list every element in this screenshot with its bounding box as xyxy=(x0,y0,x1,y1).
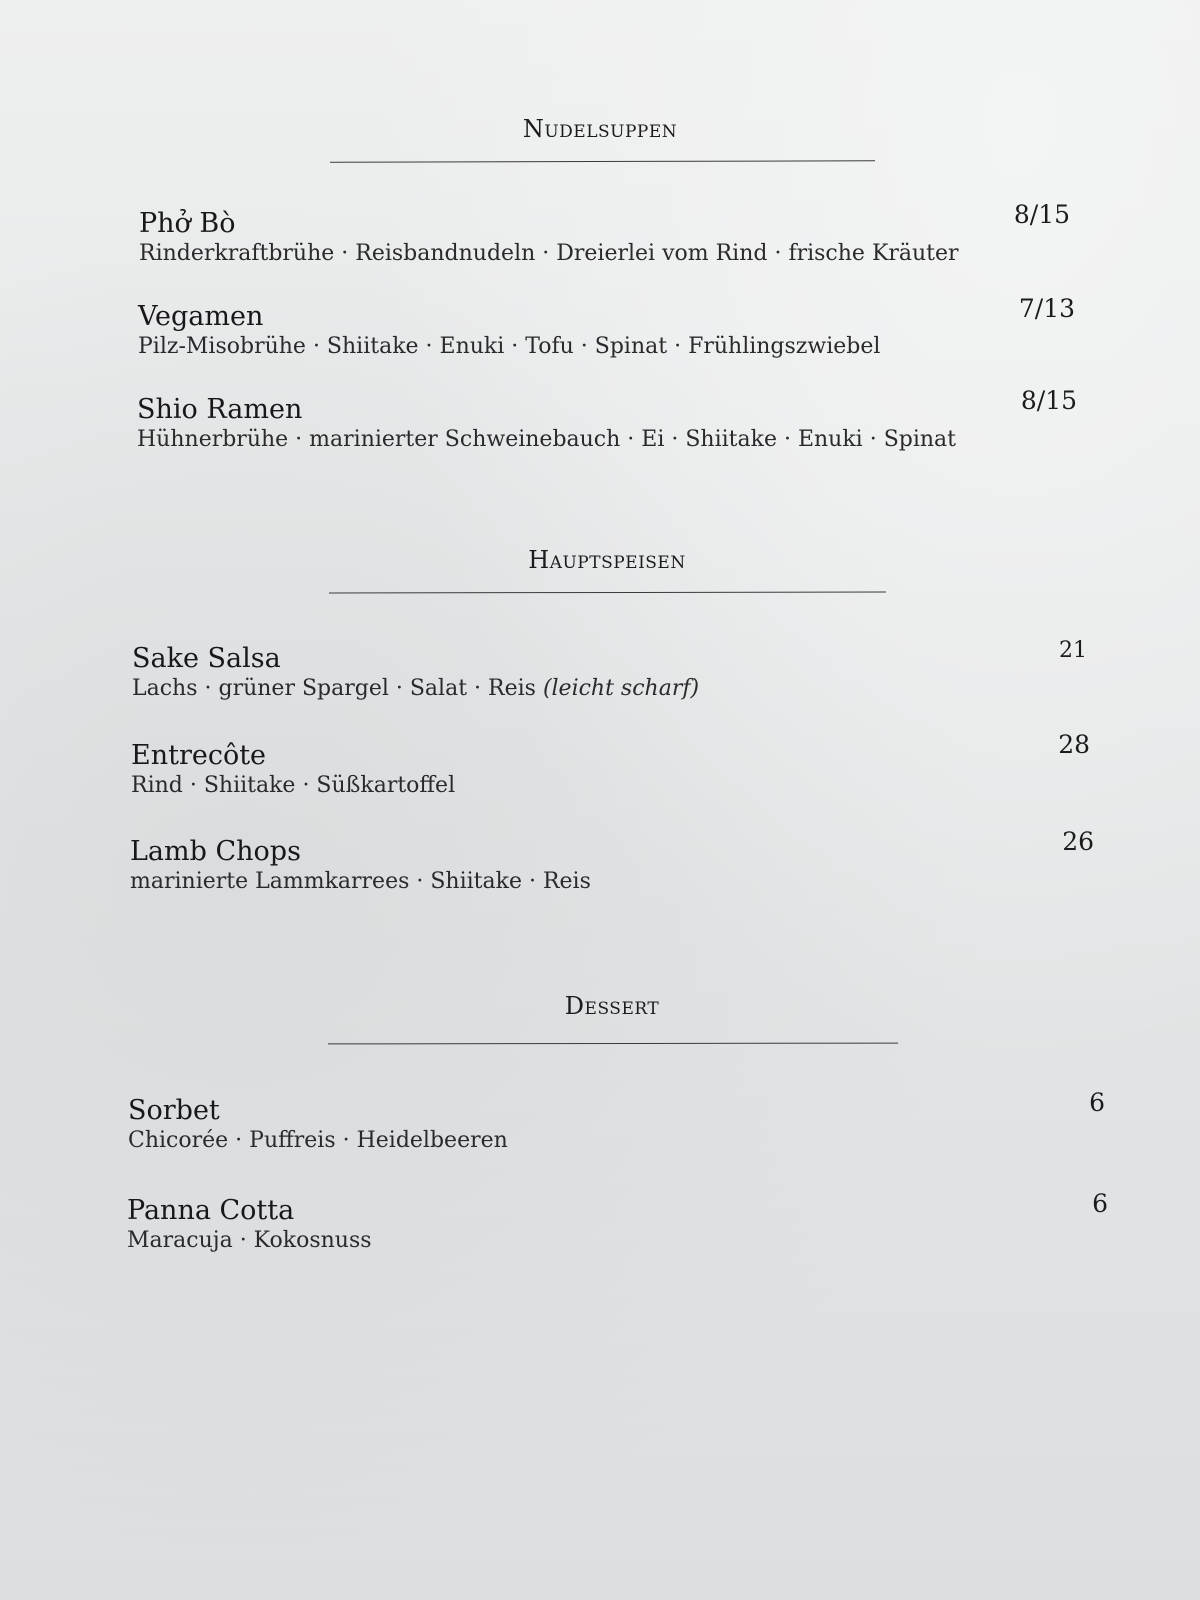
menu-item xyxy=(128,1095,508,1155)
item-name: Vegamen xyxy=(138,301,264,332)
item-price: 8/15 xyxy=(1020,386,1077,415)
section-divider xyxy=(329,592,886,594)
item-description: Chicorée · Puffreis · Heidelbeeren xyxy=(128,1128,508,1153)
item-description: marinierte Lammkarrees · Shiitake · Reis xyxy=(130,869,591,894)
section-divider xyxy=(328,1043,898,1045)
item-description-text: Lachs · grüner Spargel · Salat · Reis xyxy=(132,676,536,701)
item-name: Phở Bò xyxy=(139,208,236,239)
item-name: Lamb Chops xyxy=(130,836,301,867)
section-title: Dessert xyxy=(564,992,660,1020)
item-price: 8/15 xyxy=(1013,200,1070,229)
item-description: Maracuja · Kokosnuss xyxy=(127,1228,372,1253)
item-note: (leicht scharf) xyxy=(542,676,700,701)
item-price: 7/13 xyxy=(1018,294,1075,323)
menu-item xyxy=(137,394,956,454)
menu-item xyxy=(131,740,455,800)
item-price: 6 xyxy=(1089,1088,1105,1117)
menu-item xyxy=(130,836,591,896)
item-price: 28 xyxy=(1058,730,1090,759)
item-name: Sake Salsa xyxy=(132,643,281,674)
item-name: Entrecôte xyxy=(131,740,267,771)
item-name: Panna Cotta xyxy=(127,1195,295,1226)
section-title: Nudelsuppen xyxy=(522,115,678,143)
item-description: Rinderkraftbrühe · Reisbandnudeln · Dreierlei vom Rind · frische Kräuter xyxy=(139,241,959,266)
menu-item xyxy=(139,208,959,268)
section-divider xyxy=(330,160,875,162)
item-description: Pilz-Misobrühe · Shiitake · Enuki · Tofu · Spinat · Frühlingszwiebel xyxy=(138,334,881,359)
menu-item xyxy=(127,1195,372,1255)
section-title: Hauptspeisen xyxy=(528,546,686,574)
item-description xyxy=(132,675,699,703)
menu-item xyxy=(138,301,880,361)
item-description: Rind · Shiitake · Süßkartoffel xyxy=(131,773,456,798)
item-price: 6 xyxy=(1092,1189,1108,1218)
menu-item xyxy=(132,643,699,703)
item-description: Hühnerbrühe · marinierter Schweinebauch · Ei · Shiitake · Enuki · Spinat xyxy=(137,427,957,452)
item-price: 26 xyxy=(1062,827,1094,856)
item-name: Sorbet xyxy=(128,1095,220,1126)
item-price: 21 xyxy=(1059,638,1087,663)
item-name: Shio Ramen xyxy=(137,394,303,425)
